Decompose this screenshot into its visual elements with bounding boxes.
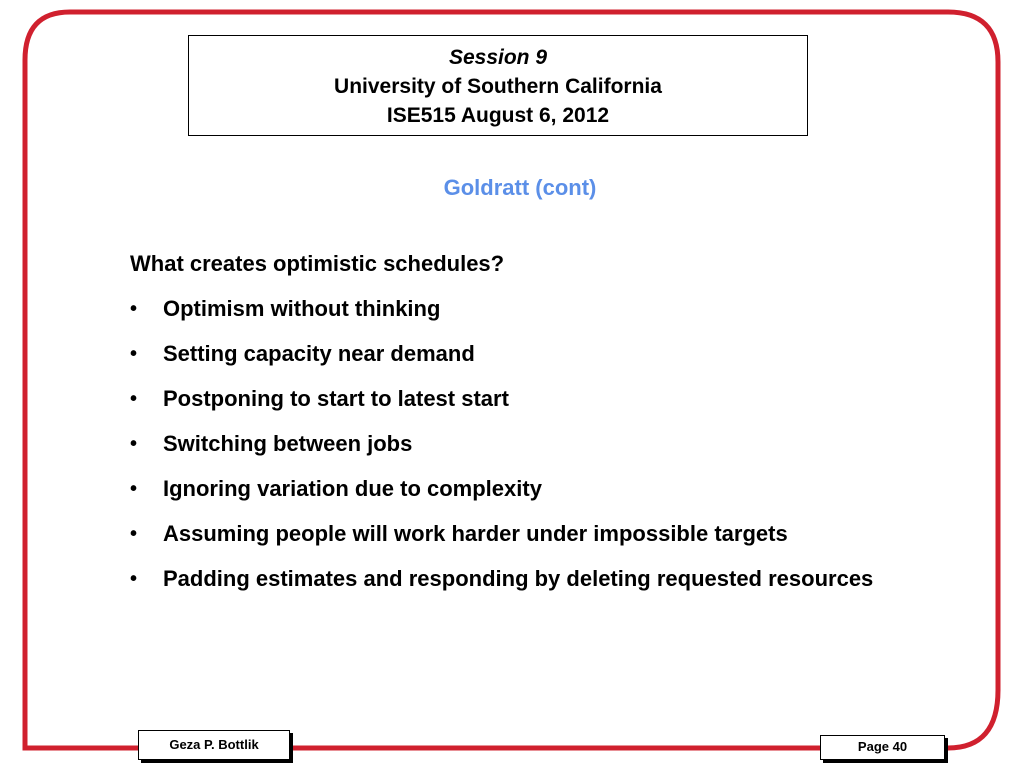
bullet-item bbox=[130, 474, 910, 504]
bullet-text: Setting capacity near demand bbox=[163, 341, 475, 366]
bullet-glyph: • bbox=[130, 298, 138, 320]
bullet-glyph: • bbox=[130, 478, 138, 500]
bullet-glyph: • bbox=[130, 568, 138, 590]
bullet-text: Assuming people will work harder under impossible targets bbox=[163, 521, 788, 546]
bullet-item bbox=[130, 519, 910, 549]
bullet-item bbox=[130, 294, 910, 324]
author-footer: Geza P. Bottlik bbox=[138, 730, 290, 760]
question-text: What creates optimistic schedules? bbox=[130, 251, 505, 276]
slide-body bbox=[130, 250, 910, 609]
session-label: Session 9 bbox=[448, 46, 548, 69]
bullet-glyph: • bbox=[130, 343, 138, 365]
slide-title: Goldratt (cont) bbox=[443, 175, 597, 200]
bullet-text: Ignoring variation due to complexity bbox=[163, 476, 542, 501]
bullet-glyph: • bbox=[130, 523, 138, 545]
bullet-glyph: • bbox=[130, 433, 138, 455]
header-box bbox=[188, 35, 808, 136]
bullet-text: Padding estimates and responding by deleting requested resources bbox=[163, 566, 874, 591]
bullet-list bbox=[130, 294, 910, 594]
university-label: University of Southern California bbox=[334, 75, 662, 98]
bullet-glyph: • bbox=[130, 388, 138, 410]
bullet-text: Switching between jobs bbox=[163, 431, 413, 456]
bullet-item bbox=[130, 429, 910, 459]
bullet-item bbox=[130, 564, 910, 594]
page-number-footer: Page 40 bbox=[820, 735, 945, 760]
bullet-item bbox=[130, 384, 910, 414]
bullet-text: Optimism without thinking bbox=[163, 296, 441, 321]
bullet-item bbox=[130, 339, 910, 369]
bullet-text: Postponing to start to latest start bbox=[163, 386, 509, 411]
course-label: ISE515 August 6, 2012 bbox=[386, 104, 610, 127]
